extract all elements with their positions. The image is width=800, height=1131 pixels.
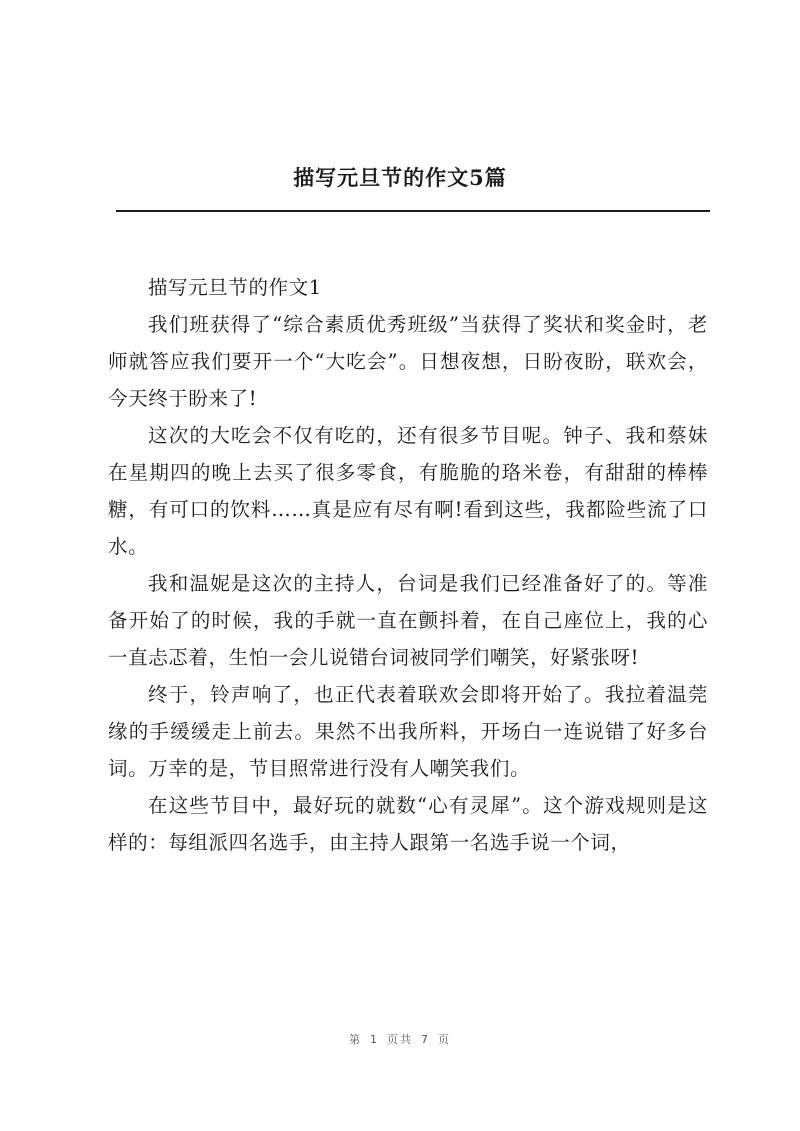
footer-total-label: 页共: [387, 1033, 413, 1046]
paragraph: 在这些节目中，最好玩的就数“心有灵犀”。这个游戏规则是这样的：每组派四名选手，由主持人跟第一名选手说一个词，: [108, 794, 708, 854]
footer-page-label: 第: [349, 1033, 362, 1046]
paragraph: 这次的大吃会不仅有吃的，还有很多节目呢。钟子、我和蔡妹在星期四的晚上去买了很多零食，有脆脆的珞米卷，有甜甜的棒棒糖，有可口的饮料……真是应有尽有啊!看到这些，我都险些流了口水。: [108, 424, 708, 558]
document-title: 描写元旦节的作文5篇: [293, 165, 507, 190]
footer-page-suffix: 页: [438, 1033, 451, 1046]
document-body: [108, 269, 708, 861]
paragraph: 终于，铃声响了，也正代表着联欢会即将开始了。我拉着温莞缘的手缓缓走上前去。果然不出我所料，开场白一连说错了好多台词。万幸的是，节目照常进行没有人嘲笑我们。: [108, 683, 708, 780]
title-underline: [116, 210, 710, 212]
footer-page-number: 1: [370, 1033, 379, 1046]
footer-total-pages: 7: [421, 1033, 430, 1046]
page-footer: [0, 1031, 800, 1047]
essay-heading: 描写元旦节的作文1: [148, 276, 322, 299]
paragraph: 我们班获得了“综合素质优秀班级”当获得了奖状和奖金时，老师就答应我们要开一个“大吃会”。日想夜想，日盼夜盼，联欢会，今天终于盼来了!: [108, 313, 708, 410]
paragraph: 我和温妮是这次的主持人，台词是我们已经准备好了的。等准备开始了的时候，我的手就一直在颤抖着，在自己座位上，我的心一直忐忑着，生怕一会儿说错台词被同学们嘲笑，好紧张呀!: [108, 572, 708, 669]
